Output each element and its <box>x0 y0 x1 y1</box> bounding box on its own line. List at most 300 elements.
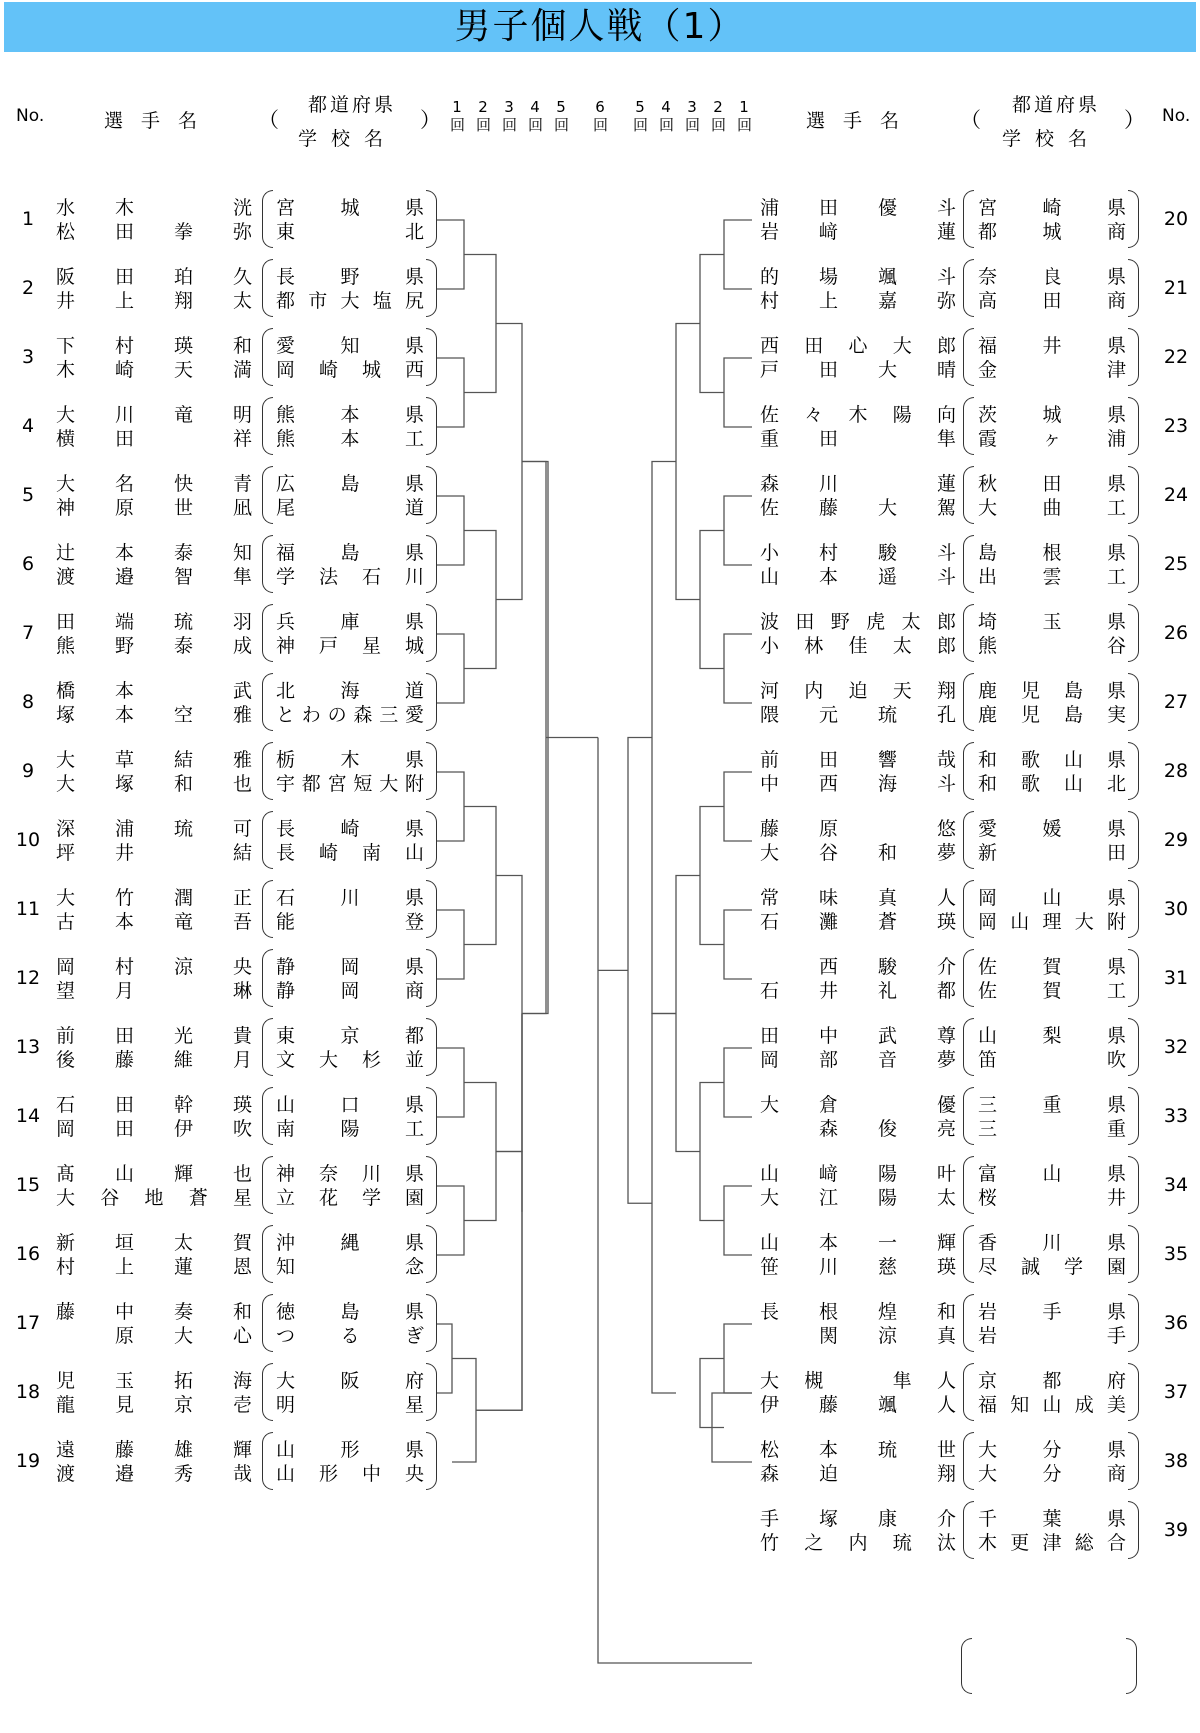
prefecture-char: 山 <box>276 1439 296 1461</box>
player-name-2-char: 駕 <box>936 497 956 519</box>
player-name-1-char: 遠 <box>56 1439 76 1461</box>
player-name-2-char: 太 <box>232 290 252 312</box>
prefecture-char: 大 <box>276 1370 296 1392</box>
prefecture-char: 県 <box>404 1232 424 1254</box>
prefecture-char: 佐 <box>978 956 998 978</box>
school-name-char: 更 <box>1010 1532 1030 1554</box>
entry-number: 29 <box>1163 829 1189 851</box>
player-name-2-char: 隼 <box>232 566 252 588</box>
school-name-char: 美 <box>1106 1394 1126 1416</box>
header-no-left: No. <box>16 106 45 126</box>
prefecture-char: 県 <box>404 818 424 840</box>
player-name-1-char: 名 <box>114 473 134 495</box>
player-name-1-char: 琉 <box>877 1439 897 1461</box>
prefecture-char: 県 <box>404 197 424 219</box>
entry-number: 30 <box>1163 898 1189 920</box>
school-name-char: 大 <box>379 773 399 795</box>
school-name-char: 杉 <box>361 1049 381 1071</box>
player-name-1-char: 野 <box>830 611 850 633</box>
player-name-1-char: 介 <box>936 1508 956 1530</box>
player-name-1-char: 雅 <box>232 749 252 771</box>
prefecture-char: 形 <box>340 1439 360 1461</box>
school-name-char: 商 <box>404 980 424 1002</box>
school-name-char: 西 <box>404 359 424 381</box>
round-1-left: 1 回 <box>450 98 466 134</box>
prefecture-char: 宮 <box>978 197 998 219</box>
player-name-1-char: 奏 <box>173 1301 193 1323</box>
school-name-char: 登 <box>404 911 424 933</box>
school-name-char: 崎 <box>318 842 338 864</box>
player-name-1-char: 海 <box>232 1370 252 1392</box>
school-name-char: 戸 <box>318 635 338 657</box>
bracket-line <box>652 462 676 1014</box>
prefecture-char: 川 <box>361 1163 381 1185</box>
player-name-2-char: 陽 <box>877 1187 897 1209</box>
player-name-2-char: 凪 <box>232 497 252 519</box>
player-name-1-char: 煌 <box>877 1301 897 1323</box>
player-name-2-char: 弥 <box>936 290 956 312</box>
player-name-2-char: 大 <box>877 497 897 519</box>
school-name-char: わ <box>301 704 321 726</box>
player-name-1-char: 涼 <box>173 956 193 978</box>
school-name-char: 木 <box>978 1532 998 1554</box>
prefecture-char: 宮 <box>276 197 296 219</box>
player-name-1-char: 藤 <box>760 818 780 840</box>
player-name-1-char: 颯 <box>877 266 897 288</box>
player-name-1-char: 岡 <box>56 956 76 978</box>
player-name-2-char: 斗 <box>936 566 956 588</box>
player-name-2-char: 海 <box>877 773 897 795</box>
school-name-char: 田 <box>1106 842 1126 864</box>
player-name-1-char: 石 <box>56 1094 76 1116</box>
player-name-1-char: 大 <box>56 404 76 426</box>
bracket-line <box>452 1359 476 1463</box>
player-name-2-char: 大 <box>877 359 897 381</box>
header-close-paren-left: ） <box>420 108 441 132</box>
prefecture-char: 県 <box>404 473 424 495</box>
player-name-2-char: 藤 <box>818 1394 838 1416</box>
school-name-char: 法 <box>318 566 338 588</box>
entry-number: 39 <box>1163 1519 1189 1541</box>
player-name-2-char: 人 <box>936 1394 956 1416</box>
prefecture-char: 岡 <box>340 956 360 978</box>
player-name-2-char: 西 <box>818 773 838 795</box>
player-name-2-char: 蓮 <box>173 1256 193 1278</box>
player-name-2-char: 岩 <box>760 221 780 243</box>
player-name-1-char: 武 <box>232 680 252 702</box>
prefecture-char: 県 <box>404 1094 424 1116</box>
prefecture-char: 県 <box>1106 1094 1126 1116</box>
player-name-1-char: 郎 <box>936 335 956 357</box>
player-name-2-char: 蒼 <box>188 1187 208 1209</box>
prefecture-char: 県 <box>1106 956 1126 978</box>
school-name-char: 成 <box>1074 1394 1094 1416</box>
player-name-2-char: 吹 <box>232 1118 252 1140</box>
school-name-char: 愛 <box>404 704 424 726</box>
round-2-right: 2 回 <box>711 98 727 134</box>
header-close-paren-right: ） <box>1124 108 1145 132</box>
player-name-2-char: 林 <box>804 635 824 657</box>
player-name-1-char: 玉 <box>114 1370 134 1392</box>
player-name-2-char: 壱 <box>232 1394 252 1416</box>
player-name-1-char: 大 <box>892 335 912 357</box>
player-name-2-char: 灘 <box>818 911 838 933</box>
player-name-2-char: 伊 <box>173 1118 193 1140</box>
player-name-1-char: 川 <box>114 404 134 426</box>
player-name-1-char: 原 <box>819 818 839 840</box>
player-name-1-char: 洸 <box>232 197 252 219</box>
school-name-char: つ <box>276 1325 296 1347</box>
school-name-char: 花 <box>318 1187 338 1209</box>
player-name-1-char: 田 <box>114 1094 134 1116</box>
player-name-1-char: 羽 <box>232 611 252 633</box>
school-name-char: 津 <box>1042 1532 1062 1554</box>
player-name-2-char: 原 <box>114 1325 134 1347</box>
player-name-2-char: 中 <box>760 773 780 795</box>
player-name-1-char: 久 <box>232 266 252 288</box>
prefecture-char: 府 <box>404 1370 424 1392</box>
player-name-1-char: 竜 <box>173 404 193 426</box>
entry-number: 5 <box>21 484 35 506</box>
player-name-1-char: 大 <box>760 1094 780 1116</box>
player-name-2-char: 隼 <box>936 428 956 450</box>
player-name-1-char: 真 <box>877 887 897 909</box>
player-name-1-char: 人 <box>936 887 956 909</box>
player-name-2-char: 小 <box>760 635 780 657</box>
entry-number: 4 <box>21 415 35 437</box>
school-name-char: 誠 <box>1020 1256 1040 1278</box>
player-name-1-char: 小 <box>760 542 780 564</box>
school-name-char: 陽 <box>340 1118 360 1140</box>
player-name-1-char: 本 <box>818 1439 838 1461</box>
school-name-char: 田 <box>1042 290 1062 312</box>
school-name-char: 城 <box>404 635 424 657</box>
player-name-1-char: 中 <box>114 1301 134 1323</box>
prefecture-char: 山 <box>978 1025 998 1047</box>
player-name-1-char: 雄 <box>173 1439 193 1461</box>
bracket-line <box>476 1014 522 1411</box>
player-name-1-char: 大 <box>56 887 76 909</box>
bracket-line <box>700 807 724 945</box>
player-name-1-char: 幹 <box>173 1094 193 1116</box>
player-name-2-char: 原 <box>114 497 134 519</box>
prefecture-char: 三 <box>978 1094 998 1116</box>
bracket-line <box>464 255 496 393</box>
player-name-1-char: 浦 <box>114 818 134 840</box>
school-name-char: 三 <box>379 704 399 726</box>
player-name-1-char: 陽 <box>892 404 912 426</box>
player-name-2-char: 智 <box>173 566 193 588</box>
bracket-line <box>598 738 752 1664</box>
player-name-1-char: 﨑 <box>818 1163 838 1185</box>
player-name-1-char: 向 <box>936 404 956 426</box>
prefecture-char: 鹿 <box>978 680 998 702</box>
player-name-2-char: 結 <box>232 842 252 864</box>
school-name-char: 崎 <box>318 359 338 381</box>
player-name-1-char: 和 <box>232 335 252 357</box>
player-name-2-char: 瑛 <box>936 1256 956 1278</box>
prefecture-char: 山 <box>276 1094 296 1116</box>
school-name-char: 島 <box>1063 704 1083 726</box>
player-name-1-char: 手 <box>760 1508 780 1530</box>
header-prefecture-left: 都道府県 <box>308 94 397 116</box>
player-name-1-char: 藤 <box>56 1301 76 1323</box>
player-name-2-char: 邉 <box>114 566 134 588</box>
school-name-char: 熊 <box>978 635 998 657</box>
player-name-2-char: 内 <box>848 1532 868 1554</box>
entry-number: 12 <box>15 967 41 989</box>
player-name-2-char: 慈 <box>877 1256 897 1278</box>
bracket-line <box>437 1186 464 1255</box>
player-name-2-char: 田 <box>818 359 838 381</box>
school-name-char: 南 <box>276 1118 296 1140</box>
round-5-right: 5 回 <box>633 98 649 134</box>
player-name-2-char: 隈 <box>760 704 780 726</box>
entry-number: 13 <box>15 1036 41 1058</box>
entry-number: 23 <box>1163 415 1189 437</box>
prefecture-char: 庫 <box>340 611 360 633</box>
player-name-2-char: 翔 <box>936 1463 956 1485</box>
bracket-line <box>652 1014 676 1394</box>
round-2-left: 2 回 <box>476 98 492 134</box>
player-name-2-char: 石 <box>760 980 780 1002</box>
round-4-right: 4 回 <box>659 98 675 134</box>
header-prefecture-right: 都道府県 <box>1012 94 1101 116</box>
school-name-char: 知 <box>276 1256 296 1278</box>
school-name-char: 分 <box>1042 1463 1062 1485</box>
bracket-line <box>724 1048 752 1117</box>
prefecture-char: 島 <box>1063 680 1083 702</box>
school-name-char: 雲 <box>1042 566 1062 588</box>
prefecture-char: 分 <box>1042 1439 1062 1461</box>
round-3-left: 3 回 <box>502 98 518 134</box>
player-name-2-char: 上 <box>818 290 838 312</box>
school-name-char: 山 <box>1042 1394 1062 1416</box>
entry-number: 16 <box>15 1243 41 1265</box>
school-name-char: 手 <box>1106 1325 1126 1347</box>
player-name-2-char: 秀 <box>173 1463 193 1485</box>
bracket-line <box>700 531 724 669</box>
player-name-1-char: 藤 <box>114 1439 134 1461</box>
player-name-2-char: 田 <box>114 221 134 243</box>
school-name-char: 井 <box>1106 1187 1126 1209</box>
prefecture-char: 県 <box>1106 1163 1126 1185</box>
prefecture-char: 重 <box>1042 1094 1062 1116</box>
player-name-2-char: 部 <box>818 1049 838 1071</box>
school-name-char: 都 <box>301 773 321 795</box>
school-name-char: 長 <box>276 842 296 864</box>
entry-number: 25 <box>1163 553 1189 575</box>
player-name-2-char: 大 <box>56 1187 76 1209</box>
bracket-line <box>437 910 464 979</box>
entry-number: 32 <box>1163 1036 1189 1058</box>
player-name-1-char: 田 <box>795 611 815 633</box>
entry-number: 27 <box>1163 691 1189 713</box>
player-name-2-char: 神 <box>56 497 76 519</box>
prefecture-char: 大 <box>978 1439 998 1461</box>
bracket-close-paren-empty <box>1126 1638 1137 1694</box>
player-name-2-char: 竹 <box>760 1532 780 1554</box>
player-name-2-char: 蒼 <box>877 911 897 933</box>
prefecture-char: 栃 <box>276 749 296 771</box>
header-name-left: 選手名 <box>104 110 216 132</box>
school-name-char: 工 <box>1106 566 1126 588</box>
player-name-1-char: 村 <box>114 335 134 357</box>
player-name-2-char: 和 <box>877 842 897 864</box>
bracket-line <box>464 807 496 945</box>
school-name-char: 能 <box>276 911 296 933</box>
school-name-char: 歌 <box>1020 773 1040 795</box>
player-name-1-char: 深 <box>56 818 76 840</box>
player-name-1-char: 斗 <box>936 266 956 288</box>
player-name-2-char: 井 <box>115 842 135 864</box>
prefecture-char: 長 <box>276 818 296 840</box>
player-name-2-char: 泰 <box>173 635 193 657</box>
prefecture-char: 本 <box>340 404 360 426</box>
school-name-char: 都 <box>978 221 998 243</box>
entry-number: 35 <box>1163 1243 1189 1265</box>
player-name-1-char: 世 <box>936 1439 956 1461</box>
school-name-char: 霞 <box>978 428 998 450</box>
school-name-char: 谷 <box>1106 635 1126 657</box>
player-name-1-char: 村 <box>114 956 134 978</box>
prefecture-char: 島 <box>978 542 998 564</box>
prefecture-char: 茨 <box>978 404 998 426</box>
prefecture-char: 県 <box>1106 818 1126 840</box>
prefecture-char: 山 <box>1042 887 1062 909</box>
player-name-1-char: 草 <box>114 749 134 771</box>
player-name-1-char: 知 <box>232 542 252 564</box>
player-name-2-char: 谷 <box>818 842 838 864</box>
player-name-2-char: 元 <box>818 704 838 726</box>
prefecture-char: 秋 <box>978 473 998 495</box>
player-name-1-char: 児 <box>56 1370 76 1392</box>
prefecture-char: 県 <box>404 1163 424 1185</box>
player-name-2-char: 森 <box>760 1463 780 1485</box>
player-name-2-char: 野 <box>114 635 134 657</box>
entry-number: 2 <box>21 277 35 299</box>
player-name-1-char: 潤 <box>173 887 193 909</box>
school-name-char: 岡 <box>978 911 998 933</box>
prefecture-char: 都 <box>404 1025 424 1047</box>
player-name-2-char: 藤 <box>114 1049 134 1071</box>
entry-number: 11 <box>15 898 41 920</box>
player-name-2-char: 岡 <box>760 1049 780 1071</box>
player-name-1-char: 辻 <box>56 542 76 564</box>
player-name-1-char: 武 <box>877 1025 897 1047</box>
player-name-1-char: 叶 <box>936 1163 956 1185</box>
player-name-2-char: 﨑 <box>819 221 839 243</box>
school-name-char: 工 <box>1106 497 1126 519</box>
round-3-right: 3 回 <box>685 98 701 134</box>
player-name-1-char: 森 <box>760 473 780 495</box>
school-name-char: 明 <box>276 1394 296 1416</box>
round-4-left: 4 回 <box>528 98 544 134</box>
bracket-line <box>724 634 752 703</box>
player-name-1-char: 明 <box>232 404 252 426</box>
entry-number: 24 <box>1163 484 1189 506</box>
player-name-1-char: 輝 <box>232 1439 252 1461</box>
school-name-char: 川 <box>404 566 424 588</box>
entry-number: 17 <box>15 1312 41 1334</box>
player-name-1-char: 内 <box>804 680 824 702</box>
prefecture-char: 県 <box>1106 887 1126 909</box>
player-name-1-char: 田 <box>804 335 824 357</box>
player-name-2-char: 涼 <box>877 1325 897 1347</box>
header-open-paren-left: （ <box>258 108 279 132</box>
player-name-1-char: 松 <box>760 1439 780 1461</box>
page-title: 男子個人戦（1） <box>454 6 746 47</box>
bracket-line <box>724 772 752 841</box>
player-name-2-char: 地 <box>144 1187 164 1209</box>
header-no-right: No. <box>1162 106 1191 126</box>
bracket-line <box>522 462 546 1014</box>
prefecture-char: 城 <box>1042 404 1062 426</box>
prefecture-char: 兵 <box>276 611 296 633</box>
player-name-1-char: 輝 <box>173 1163 193 1185</box>
prefecture-char: 県 <box>404 1301 424 1323</box>
school-name-char: 合 <box>1106 1532 1126 1554</box>
player-name-2-char: 龍 <box>56 1394 76 1416</box>
school-name-char: 立 <box>276 1187 296 1209</box>
player-name-1-char: 水 <box>56 197 76 219</box>
player-name-2-char: 重 <box>760 428 780 450</box>
round-5-left: 5 回 <box>554 98 570 134</box>
player-name-2-char: 大 <box>173 1325 193 1347</box>
prefecture-char: 県 <box>1106 404 1126 426</box>
school-name-char: 重 <box>1106 1118 1126 1140</box>
entry-number: 26 <box>1163 622 1189 644</box>
bracket-line <box>676 324 700 600</box>
bracket-line <box>437 1324 452 1393</box>
player-name-1-char: 翔 <box>936 680 956 702</box>
school-name-char: 金 <box>978 359 998 381</box>
prefecture-char: 県 <box>1106 473 1126 495</box>
player-name-1-char: 賀 <box>232 1232 252 1254</box>
prefecture-char: 葉 <box>1042 1508 1062 1530</box>
player-name-2-char: 夢 <box>936 1049 956 1071</box>
player-name-1-char: 的 <box>760 266 780 288</box>
entry-number: 36 <box>1163 1312 1189 1334</box>
entry-number: 22 <box>1163 346 1189 368</box>
player-name-2-char: 瑛 <box>936 911 956 933</box>
player-name-1-char: 佐 <box>760 404 780 426</box>
player-name-2-char: 上 <box>114 290 134 312</box>
school-name-char: 知 <box>1010 1394 1030 1416</box>
entry-number: 6 <box>21 553 35 575</box>
player-name-2-char: 雅 <box>232 704 252 726</box>
round-1-right: 1 回 <box>737 98 753 134</box>
prefecture-char: 徳 <box>276 1301 296 1323</box>
player-name-1-char: 和 <box>936 1301 956 1323</box>
entry-number: 37 <box>1163 1381 1189 1403</box>
player-name-2-char: 邉 <box>114 1463 134 1485</box>
prefecture-char: 東 <box>276 1025 296 1047</box>
player-name-1-char: 蓮 <box>936 473 956 495</box>
school-name-char: 尽 <box>978 1256 998 1278</box>
player-name-2-char: 谷 <box>100 1187 120 1209</box>
player-name-1-char: 塚 <box>818 1508 838 1530</box>
player-name-2-char: 熊 <box>56 635 76 657</box>
player-name-1-char: 前 <box>56 1025 76 1047</box>
entry-number: 33 <box>1163 1105 1189 1127</box>
player-name-2-char: 村 <box>760 290 780 312</box>
player-name-2-char: 蓮 <box>936 221 956 243</box>
school-name-char: 工 <box>404 1118 424 1140</box>
prefecture-char: 口 <box>340 1094 360 1116</box>
prefecture-char: 島 <box>340 542 360 564</box>
bracket-line <box>437 772 464 841</box>
